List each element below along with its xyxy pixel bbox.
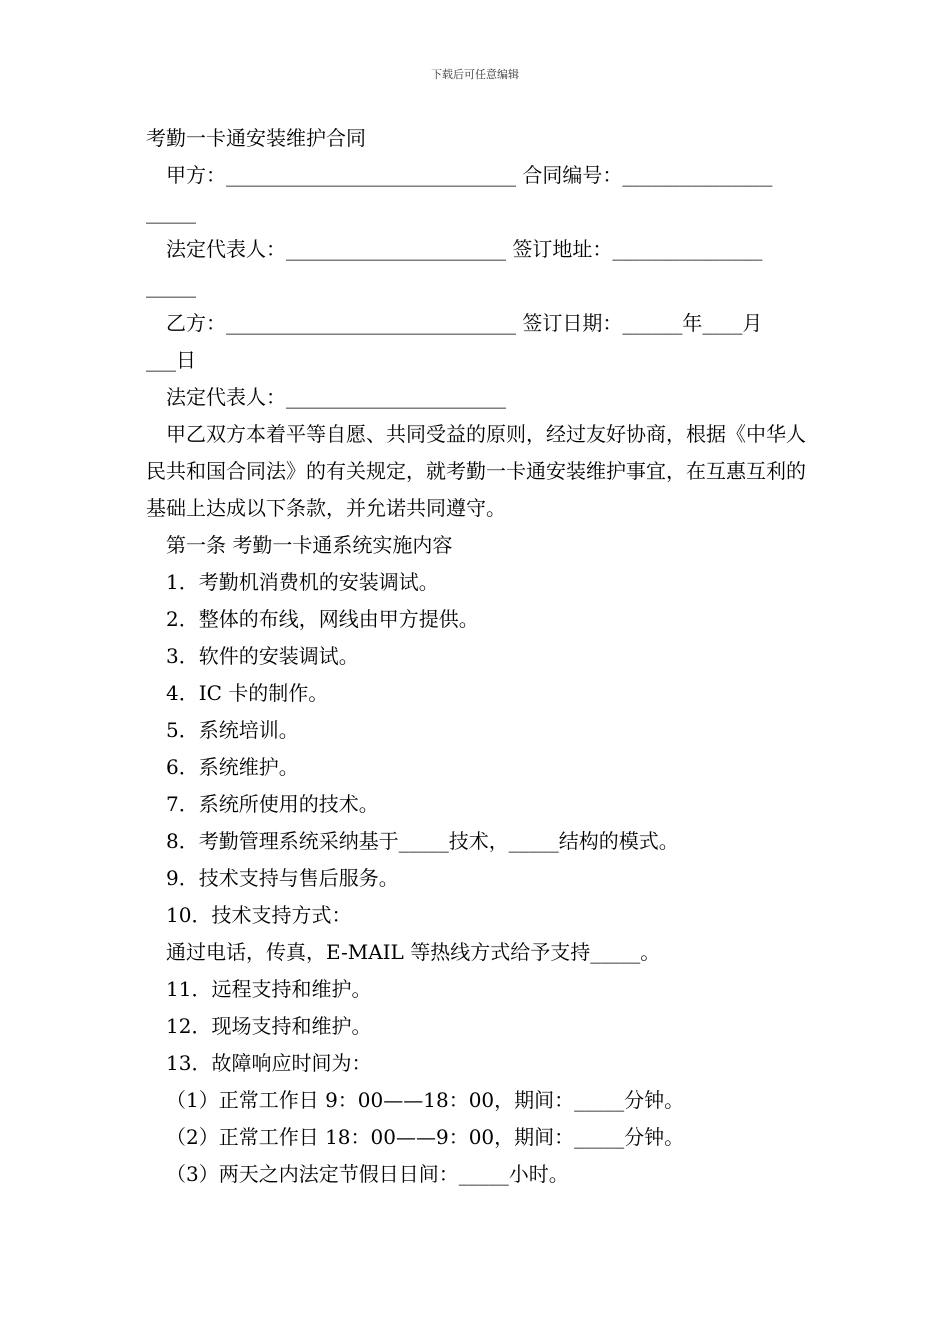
- intro-paragraph: 甲乙双方本着平等自愿、共同受益的原则，经过友好协商，根据《中华人民共和国合同法》的有关规定，就考勤一卡通安装维护事宜，在互惠互利的基础上达成以下条款，并允诺共同遵守。: [146, 422, 806, 520]
- document-body: [146, 120, 806, 1193]
- party-b-line-continued: ___日: [146, 348, 196, 372]
- sub-list-item: （3）两天之内法定节假日日间：_____小时。: [166, 1162, 569, 1186]
- list-item: 6．系统维护。: [166, 755, 299, 779]
- party-a-line: 甲方：_____________________________ 合同编号：_______________: [166, 163, 773, 187]
- list-item: 9．技术支持与售后服务。: [166, 866, 399, 890]
- list-item: 13．故障响应时间为：: [166, 1051, 372, 1075]
- list-item: 1．考勤机消费机的安装调试。: [166, 570, 439, 594]
- list-item: 8．考勤管理系统采纳基于_____技术，_____结构的模式。: [166, 829, 679, 853]
- article-1-title: 第一条 考勤一卡通系统实施内容: [166, 533, 453, 557]
- list-item: 2．整体的布线，网线由甲方提供。: [166, 607, 479, 631]
- legal-rep-b-line: 法定代表人：______________________: [166, 385, 506, 409]
- party-a-line-continued: _____: [146, 200, 196, 224]
- list-item: 7．系统所使用的技术。: [166, 792, 379, 816]
- contract-title: 考勤一卡通安装维护合同: [146, 126, 366, 150]
- page-header-note: 下载后可任意编辑: [431, 68, 519, 81]
- list-item: 3．软件的安装调试。: [166, 644, 359, 668]
- legal-rep-a-line-continued: _____: [146, 274, 196, 298]
- legal-rep-a-line: 法定代表人：______________________ 签订地址：_______________: [166, 237, 763, 261]
- list-item: 12．现场支持和维护。: [166, 1014, 372, 1038]
- sub-list-item: （1）正常工作日 9：00——18：00，期间：_____分钟。: [166, 1088, 685, 1112]
- list-item: 通过电话，传真，E-MAIL 等热线方式给予支持_____。: [166, 940, 661, 964]
- party-b-line: 乙方：_____________________________ 签订日期：______年____月: [166, 311, 763, 335]
- list-item: 4．IC 卡的制作。: [166, 681, 329, 705]
- list-item: 5．系统培训。: [166, 718, 299, 742]
- sub-list-item: （2）正常工作日 18：00——9：00，期间：_____分钟。: [166, 1125, 685, 1149]
- list-item: 11．远程支持和维护。: [166, 977, 372, 1001]
- list-item: 10．技术支持方式：: [166, 903, 352, 927]
